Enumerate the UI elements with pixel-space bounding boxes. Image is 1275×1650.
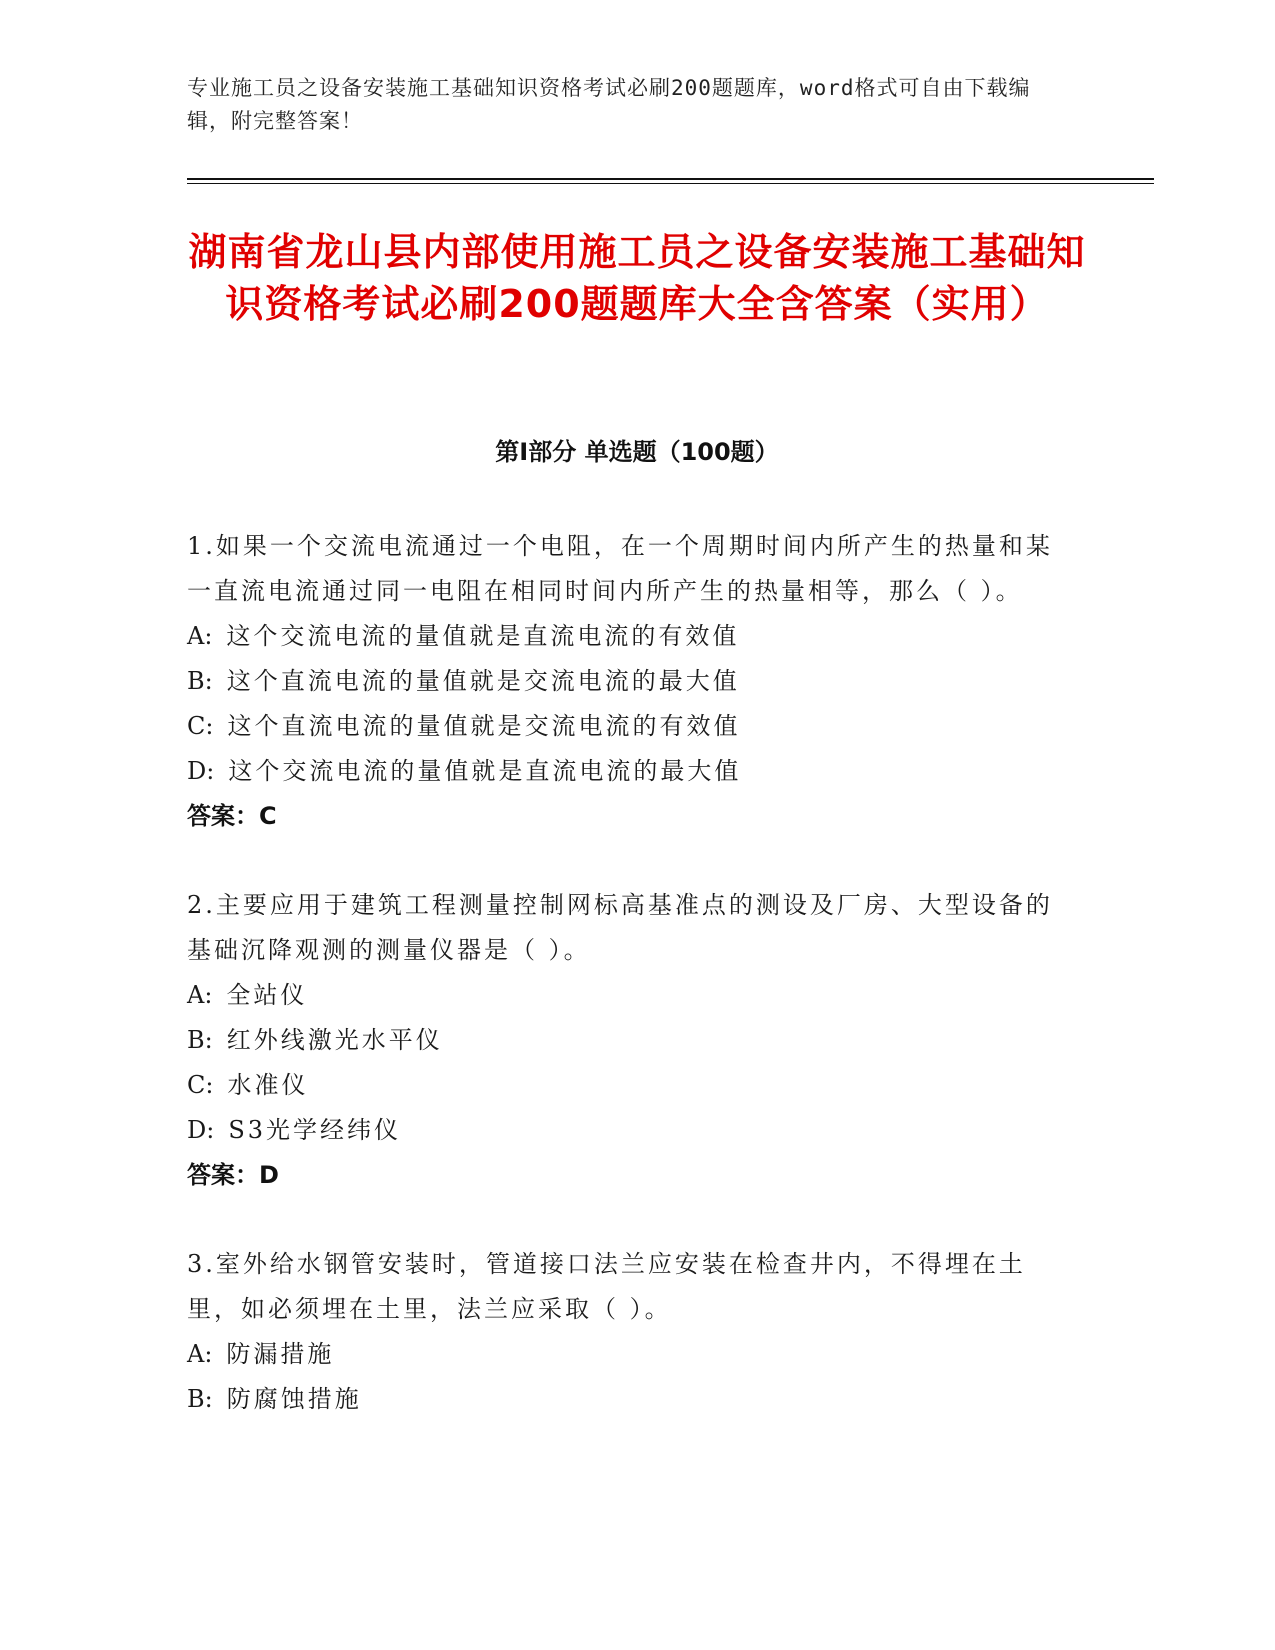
option-letter: D: <box>187 757 215 785</box>
option-text: 这个交流电流的量值就是直流电流的最大值 <box>228 757 742 785</box>
option-letter: A: <box>187 1340 213 1368</box>
option-letter: B: <box>187 1026 213 1054</box>
header-divider <box>187 178 1154 180</box>
option-d <box>187 749 1067 794</box>
option-a <box>187 614 1067 659</box>
header-note: 专业施工员之设备安装施工基础知识资格考试必刷200题题库，word格式可自由下载编辑，附完整答案！ <box>187 76 1031 133</box>
option-b <box>187 1377 1067 1422</box>
option-c <box>187 1063 1067 1108</box>
option-text: 这个交流电流的量值就是直流电流的有效值 <box>226 622 740 650</box>
option-text: 全站仪 <box>226 981 308 1009</box>
question-stem: 1.如果一个交流电流通过一个电阻，在一个周期时间内所产生的热量和某一直流电流通过同一电阻在相同时间内所产生的热量相等，那么（ ）。 <box>187 532 1053 605</box>
option-letter: A: <box>187 622 213 650</box>
question-list <box>187 524 1067 1466</box>
answer-line: 答案：C <box>187 802 277 830</box>
question-1 <box>187 524 1067 839</box>
option-a <box>187 973 1067 1018</box>
option-a <box>187 1332 1067 1377</box>
option-letter: B: <box>187 667 213 695</box>
option-text: 防漏措施 <box>226 1340 335 1368</box>
option-d <box>187 1108 1067 1153</box>
option-letter: C: <box>187 1071 214 1099</box>
option-text: 这个直流电流的量值就是交流电流的最大值 <box>226 667 740 695</box>
option-text: 水准仪 <box>227 1071 309 1099</box>
question-3 <box>187 1242 1067 1422</box>
option-letter: D: <box>187 1116 215 1144</box>
option-b <box>187 659 1067 704</box>
question-2 <box>187 883 1067 1198</box>
header-divider-thin <box>187 183 1154 184</box>
option-letter: B: <box>187 1385 213 1413</box>
section-title: 第Ⅰ部分 单选题（100题） <box>495 438 779 466</box>
option-b <box>187 1018 1067 1063</box>
option-letter: C: <box>187 712 214 740</box>
document-title: 湖南省龙山县内部使用施工员之设备安装施工基础知识资格考试必刷200题题库大全含答案（实用） <box>188 230 1086 326</box>
option-c <box>187 704 1067 749</box>
option-letter: A: <box>187 981 213 1009</box>
answer-line: 答案：D <box>187 1161 279 1189</box>
question-stem: 3.室外给水钢管安装时，管道接口法兰应安装在检查井内，不得埋在土里，如必须埋在土里，法兰应采取（ ）。 <box>187 1250 1026 1323</box>
option-text: S3光学经纬仪 <box>228 1116 402 1144</box>
question-stem: 2.主要应用于建筑工程测量控制网标高基准点的测设及厂房、大型设备的基础沉降观测的测量仪器是（ ）。 <box>187 891 1053 964</box>
option-text: 红外线激光水平仪 <box>226 1026 443 1054</box>
option-text: 这个直流电流的量值就是交流电流的有效值 <box>227 712 741 740</box>
option-text: 防腐蚀措施 <box>226 1385 362 1413</box>
